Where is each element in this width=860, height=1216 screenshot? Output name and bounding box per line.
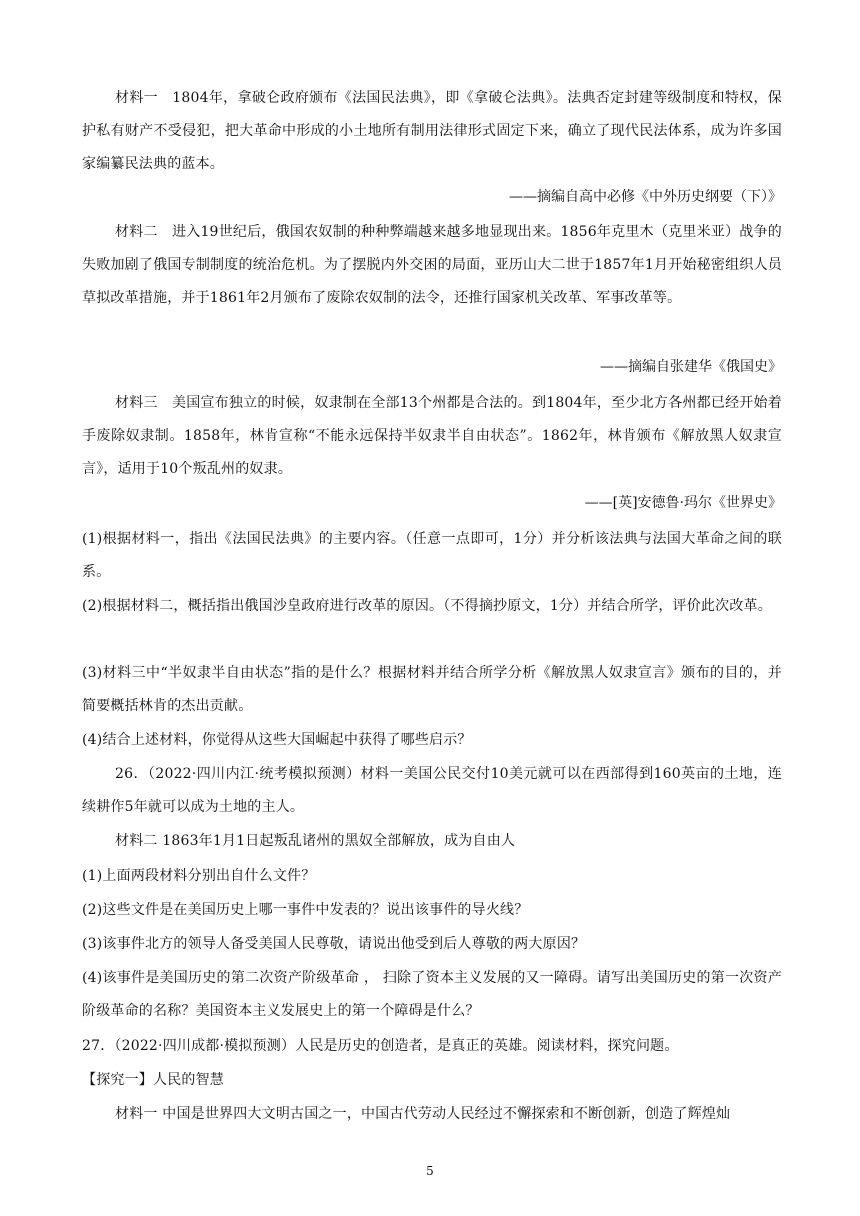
page-number: 5 (426, 1164, 434, 1178)
q25-question-4: (4)结合上述材料，你觉得从这些大国崛起中获得了哪些启示？ (82, 732, 472, 748)
material1-text: 材料一 1804年，拿破仑政府颁布《法国民法典》，即《拿破仑法典》。法典否定封建等级制度和特权，保护私有财产不受侵犯，把大革命中形成的小土地所有制用法律形式固定下来，确立了现代民法体系，成为许多国家编纂民法典的蓝本。 (82, 90, 782, 172)
material3-text: 材料三 美国宣布独立的时候，奴隶制在全部13个州都是合法的。到1804年，至少北方各州都已经开始着手废除奴隶制。1858年，林肯宣称“不能永远保持半奴隶半自由状态”。1862年，林肯颁布《解放黑人奴隶宣言》，适用于10个叛乱州的奴隶。 (82, 395, 782, 477)
q26-question-3: (3)该事件北方的领导人备受美国人民尊敬，请说出他受到后人尊敬的两大原因？ (82, 936, 586, 952)
q26-material2: 材料二 1863年1月1日起叛乱诸州的黑奴全部解放，成为自由人 (115, 833, 516, 849)
q27-material1: 材料一 中国是世界四大文明古国之一，中国古代劳动人民经过不懈探索和不断创新，创造了辉煌灿 (115, 1106, 731, 1122)
q26-question-4: (4)该事件是美国历史的第二次资产阶级革命 ， 扫除了资本主义发展的又一障碍。请写出美国历史的第一次资产阶级革命的名称？美国资本主义发展史上的第一个障碍是什么？ (82, 970, 782, 1019)
q26-intro: 26．（2022·四川内江·统考模拟预测）材料一美国公民交付10美元就可以在西部得到160英亩的土地，连续耕作5年就可以成为土地的主人。 (82, 766, 782, 815)
q27-intro: 27．（2022·四川成都·模拟预测）人民是历史的创造者，是真正的英雄。阅读材料，探究问题。 (82, 1038, 679, 1054)
q27-explore1-heading: 【探究一】人民的智慧 (82, 1072, 224, 1088)
q26-question-1: (1)上面两段材料分别出自什么文件？ (82, 868, 316, 884)
material3-source: ——[英]安德鲁·玛尔《世界史》 (584, 495, 782, 511)
material1-source: ——摘编自高中必修《中外历史纲要（下）》 (509, 189, 782, 205)
q25-question-2: (2)根据材料二，概括指出俄国沙皇政府进行改革的原因。（不得摘抄原文，1分）并结合所学，评价此次改革。 (82, 598, 772, 614)
q26-question-2: (2)这些文件是在美国历史上哪一事件中发表的？说出该事件的导火线？ (82, 902, 529, 918)
material2-text: 材料二 进入19世纪后，俄国农奴制的种种弊端越来越多地显现出来。1856年克里木（克里米亚）战争的失败加剧了俄国专制制度的统治危机。为了摆脱内外交困的局面，亚历山大二世于1857年1月开始秘密组织人员草拟改革措施，并于1861年2月颁布了废除农奴制的法令，还推行国家机关改革、军事改革等。 (82, 224, 782, 306)
q25-question-1: (1)根据材料一，指出《法国民法典》的主要内容。（任意一点即可，1分）并分析该法典与法国大革命之间的联系。 (82, 531, 782, 580)
q25-question-3: (3)材料三中“半奴隶半自由状态”指的是什么？根据材料并结合所学分析《解放黑人奴隶宣言》颁布的目的，并简要概括林肯的杰出贡献。 (82, 665, 782, 714)
material2-source: ——摘编自张建华《俄国史》 (600, 359, 782, 375)
